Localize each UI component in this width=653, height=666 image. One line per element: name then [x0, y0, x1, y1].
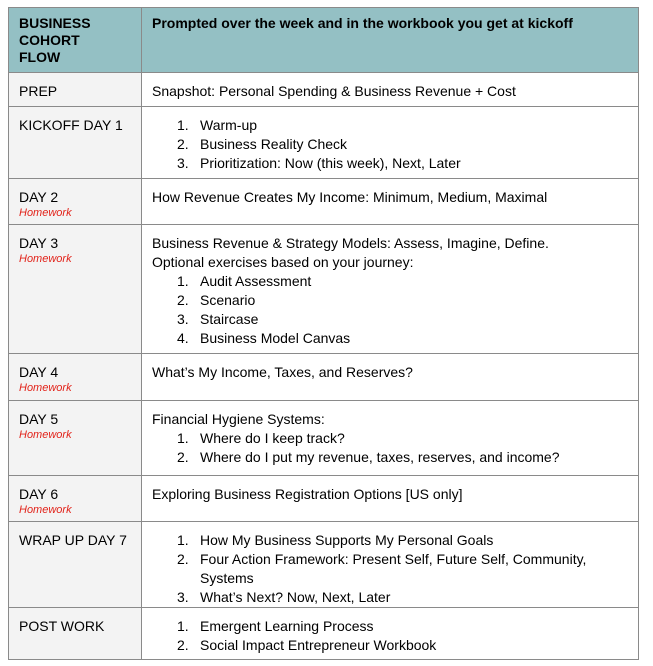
row-content-cell — [142, 73, 639, 107]
row-label-cell — [9, 73, 142, 107]
homework-note: Homework — [19, 207, 72, 219]
list-number: 2. — [177, 136, 189, 152]
row-content-cell — [142, 225, 639, 354]
list-item-text: Four Action Framework: Present Self, Future Self, Community, Systems — [200, 551, 587, 586]
list-item — [152, 116, 628, 135]
list-item-text: Where do I put my revenue, taxes, reserves, and income? — [200, 449, 560, 465]
row-content-cell — [142, 522, 639, 608]
row-label-cell — [9, 107, 142, 179]
homework-note: Homework — [19, 382, 72, 394]
day-label: POST WORK — [19, 618, 105, 634]
list-item — [152, 310, 628, 329]
list-item-text: Business Model Canvas — [200, 330, 351, 346]
row-description: Snapshot: Personal Spending & Business Revenue + Cost — [152, 83, 516, 99]
list-item-text: Social Impact Entrepreneur Workbook — [200, 637, 437, 653]
list-item-text: Emergent Learning Process — [200, 618, 374, 634]
row-content-cell — [142, 354, 639, 401]
homework-note: Homework — [19, 504, 72, 516]
list-number: 4. — [177, 330, 189, 346]
list-item — [152, 135, 628, 154]
list-number: 1. — [177, 532, 189, 548]
list-item — [152, 291, 628, 310]
homework-note: Homework — [19, 253, 72, 265]
list-item — [152, 272, 628, 291]
table-row — [9, 401, 639, 476]
list-item-text: What’s Next? Now, Next, Later — [200, 589, 391, 605]
row-label-cell — [9, 225, 142, 354]
list-number: 2. — [177, 292, 189, 308]
row-description: Business Revenue & Strategy Models: Assess, Imagine, Define. — [152, 235, 549, 251]
list-number: 1. — [177, 273, 189, 289]
header-row — [9, 8, 639, 73]
table-row — [9, 476, 639, 522]
row-content-cell — [142, 401, 639, 476]
list-item — [152, 550, 628, 588]
list-item-text: Where do I keep track? — [200, 430, 345, 446]
numbered-list — [152, 272, 628, 348]
list-number: 1. — [177, 430, 189, 446]
list-number: 3. — [177, 155, 189, 171]
row-description: How Revenue Creates My Income: Minimum, Medium, Maximal — [152, 189, 548, 205]
list-number: 3. — [177, 311, 189, 327]
list-item — [152, 154, 628, 173]
table-row — [9, 225, 639, 354]
row-label-cell — [9, 179, 142, 225]
numbered-list — [152, 617, 628, 655]
day-label: DAY 3 — [19, 235, 59, 251]
list-item — [152, 636, 628, 655]
list-item-text: Staircase — [200, 311, 259, 327]
list-item — [152, 588, 628, 607]
row-subtext: Optional exercises based on your journey: — [152, 254, 414, 270]
list-item — [152, 617, 628, 636]
row-content-cell — [142, 179, 639, 225]
day-label: DAY 6 — [19, 486, 59, 502]
row-content-cell — [142, 608, 639, 660]
row-label-cell — [9, 522, 142, 608]
list-number: 3. — [177, 589, 189, 605]
list-number: 2. — [177, 449, 189, 465]
header-flow-label: BUSINESS COHORT FLOW — [19, 15, 91, 65]
homework-note: Homework — [19, 429, 72, 441]
day-label: DAY 4 — [19, 364, 59, 380]
header-cell-prompt — [142, 8, 639, 73]
list-item — [152, 531, 628, 550]
list-number: 2. — [177, 637, 189, 653]
list-item — [152, 448, 628, 467]
table-row — [9, 354, 639, 401]
list-item-text: Prioritization: Now (this week), Next, Later — [200, 155, 461, 171]
cohort-flow-table — [8, 7, 639, 660]
numbered-list — [152, 531, 628, 607]
row-description: Financial Hygiene Systems: — [152, 411, 325, 427]
row-description: Exploring Business Registration Options [US only] — [152, 486, 463, 502]
list-item-text: How My Business Supports My Personal Goals — [200, 532, 494, 548]
list-item-text: Audit Assessment — [200, 273, 312, 289]
day-label: DAY 5 — [19, 411, 59, 427]
row-label-cell — [9, 354, 142, 401]
list-item — [152, 329, 628, 348]
header-prompt-label: Prompted over the week and in the workbook you get at kickoff — [152, 15, 573, 31]
table-row — [9, 73, 639, 107]
list-number: 2. — [177, 551, 189, 567]
list-item-text: Warm-up — [200, 117, 258, 133]
numbered-list — [152, 429, 628, 467]
numbered-list — [152, 116, 628, 173]
day-label: PREP — [19, 83, 58, 99]
row-content-cell — [142, 107, 639, 179]
row-label-cell — [9, 608, 142, 660]
table-row — [9, 179, 639, 225]
table-row — [9, 107, 639, 179]
table-row — [9, 608, 639, 660]
row-label-cell — [9, 401, 142, 476]
header-cell-flow — [9, 8, 142, 73]
row-label-cell — [9, 476, 142, 522]
table-row — [9, 522, 639, 608]
list-number: 1. — [177, 618, 189, 634]
row-description: What’s My Income, Taxes, and Reserves? — [152, 364, 413, 380]
row-content-cell — [142, 476, 639, 522]
day-label: DAY 2 — [19, 189, 59, 205]
list-item-text: Business Reality Check — [200, 136, 348, 152]
list-item-text: Scenario — [200, 292, 256, 308]
list-item — [152, 429, 628, 448]
list-number: 1. — [177, 117, 189, 133]
day-label: KICKOFF DAY 1 — [19, 117, 123, 133]
day-label: WRAP UP DAY 7 — [19, 532, 127, 548]
